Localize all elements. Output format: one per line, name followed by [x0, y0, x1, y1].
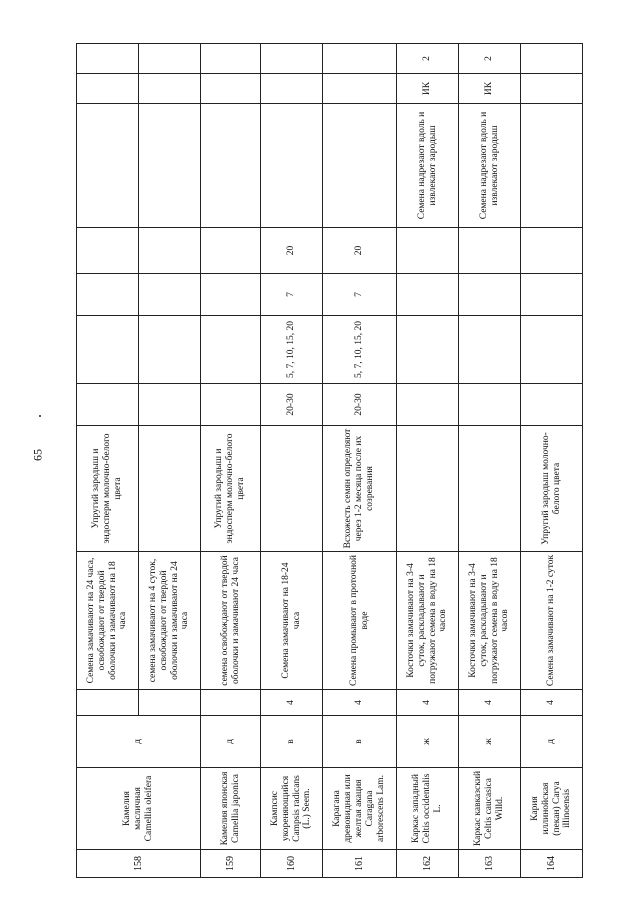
- seed-type: д: [521, 716, 583, 768]
- row-number: 159: [201, 850, 261, 878]
- method-text: [201, 104, 261, 228]
- mark-cell: [77, 690, 139, 716]
- final-count: [459, 228, 521, 274]
- treatment-text: Косточки замачивают на 3-4 суток, раскладывают и погружают семена в воду на 18 часов: [459, 552, 521, 690]
- first-count: [77, 274, 139, 316]
- first-count: [521, 274, 583, 316]
- note-text: [139, 426, 201, 552]
- note-text: [459, 426, 521, 552]
- note-text: Упругий зародыш и эндосперм молочно-белого цвета: [77, 426, 139, 552]
- final-count: [397, 228, 459, 274]
- table-row: [397, 44, 459, 878]
- first-count: [139, 274, 201, 316]
- method-text: [323, 104, 397, 228]
- table-row: [77, 44, 139, 878]
- treatment-text: Семена замачивают на 1-2 суток: [521, 552, 583, 690]
- row-number: 164: [521, 850, 583, 878]
- treatment-text: Косточки замачивают на 3-4 суток, раскладывают и погружают семена в воду на 18 часов: [397, 552, 459, 690]
- note-text: [261, 426, 323, 552]
- count-days: 5, 7, 10, 15, 20: [261, 316, 323, 384]
- replicates: [521, 44, 583, 74]
- mark-cell: 4: [261, 690, 323, 716]
- note-text: Всхожесть семян определяют через 1-2 месяца после их созревания: [323, 426, 397, 552]
- first-count: [201, 274, 261, 316]
- method-code: [521, 74, 583, 104]
- temperature: [459, 384, 521, 426]
- table-row: [201, 44, 261, 878]
- method-text: [139, 104, 201, 228]
- replicates: 2: [459, 44, 521, 74]
- note-text: [397, 426, 459, 552]
- mark-cell: [139, 690, 201, 716]
- method-code: [77, 74, 139, 104]
- method-code: ИК: [459, 74, 521, 104]
- method-text: Семена надрезают вдоль и извлекают зародыш: [397, 104, 459, 228]
- row-number: 162: [397, 850, 459, 878]
- temperature: [521, 384, 583, 426]
- first-count: [397, 274, 459, 316]
- temperature: [201, 384, 261, 426]
- species-name: Кария иллинойская (пекан) Carya illinoensis: [521, 768, 583, 850]
- mark-cell: 4: [521, 690, 583, 716]
- table-row: [323, 44, 397, 878]
- method-code: [261, 74, 323, 104]
- temperature: 20-30: [261, 384, 323, 426]
- treatment-text: Семена замачивают на 18-24 часа: [261, 552, 323, 690]
- table-row: [521, 44, 583, 878]
- final-count: [77, 228, 139, 274]
- final-count: [201, 228, 261, 274]
- method-text: Семена надрезают вдоль и извлекают зародыш: [459, 104, 521, 228]
- seed-type: в: [323, 716, 397, 768]
- mark-cell: 4: [459, 690, 521, 716]
- method-code: ИК: [397, 74, 459, 104]
- table-row: [459, 44, 521, 878]
- treatment-text: Семена промывают в проточной воде: [323, 552, 397, 690]
- row-number: 158: [77, 850, 201, 878]
- row-number: 163: [459, 850, 521, 878]
- replicates: [139, 44, 201, 74]
- temperature: [397, 384, 459, 426]
- seed-type: д: [77, 716, 201, 768]
- method-code: [201, 74, 261, 104]
- first-count: 7: [261, 274, 323, 316]
- page-number: 65: [30, 449, 45, 461]
- treatment-text: семена освобождают от твердой оболочки и замачивают 24 часа: [201, 552, 261, 690]
- count-days: [139, 316, 201, 384]
- mark-cell: 4: [323, 690, 397, 716]
- seed-type: ж: [397, 716, 459, 768]
- seed-type: в: [261, 716, 323, 768]
- final-count: [521, 228, 583, 274]
- temperature: 20-30: [323, 384, 397, 426]
- species-name: Кампсис укореняющийся Campsis radicans (L.) Seem.: [261, 768, 323, 850]
- replicates: [261, 44, 323, 74]
- final-count: 20: [323, 228, 397, 274]
- rotated-table-wrapper: [76, 44, 582, 878]
- species-name: Каркас западный Celtis occidentalis L.: [397, 768, 459, 850]
- replicates: [323, 44, 397, 74]
- final-count: 20: [261, 228, 323, 274]
- replicates: 2: [397, 44, 459, 74]
- method-text: [521, 104, 583, 228]
- seed-treatment-table: [76, 43, 583, 878]
- mark-cell: [201, 690, 261, 716]
- count-days: [521, 316, 583, 384]
- temperature: [139, 384, 201, 426]
- first-count: [459, 274, 521, 316]
- count-days: [397, 316, 459, 384]
- seed-type: д: [201, 716, 261, 768]
- count-days: [201, 316, 261, 384]
- temperature: [77, 384, 139, 426]
- species-name: Каркас кавказский Celtis caucasica Willd.: [459, 768, 521, 850]
- note-text: Упругий зародыш молочно-белого цвета: [521, 426, 583, 552]
- method-text: [77, 104, 139, 228]
- count-days: 5, 7, 10, 15, 20: [323, 316, 397, 384]
- method-text: [261, 104, 323, 228]
- seed-type: ж: [459, 716, 521, 768]
- count-days: [77, 316, 139, 384]
- scan-speck: [39, 415, 41, 417]
- replicates: [201, 44, 261, 74]
- treatment-text: Семена замачивают на 24 часа, освобождают от твердой оболочки и замачивают на 18 часа: [77, 552, 139, 690]
- species-name: Камелия японская Camellia japonica: [201, 768, 261, 850]
- row-number: 160: [261, 850, 323, 878]
- final-count: [139, 228, 201, 274]
- note-text: Упругий зародыш и эндосперм молочно-белого цвета: [201, 426, 261, 552]
- count-days: [459, 316, 521, 384]
- species-name: Карагана древовидная или желтая акация Caragana arborescens Lam.: [323, 768, 397, 850]
- row-number: 161: [323, 850, 397, 878]
- method-code: [323, 74, 397, 104]
- table-row: [261, 44, 323, 878]
- replicates: [77, 44, 139, 74]
- method-code: [139, 74, 201, 104]
- species-name: Камелия масличная Camellia oleifera: [77, 768, 201, 850]
- treatment-text-2: семена замачивают на 4 суток, освобождают от твердой оболочки и замачивают на 24 часа: [139, 552, 201, 690]
- first-count: 7: [323, 274, 397, 316]
- mark-cell: 4: [397, 690, 459, 716]
